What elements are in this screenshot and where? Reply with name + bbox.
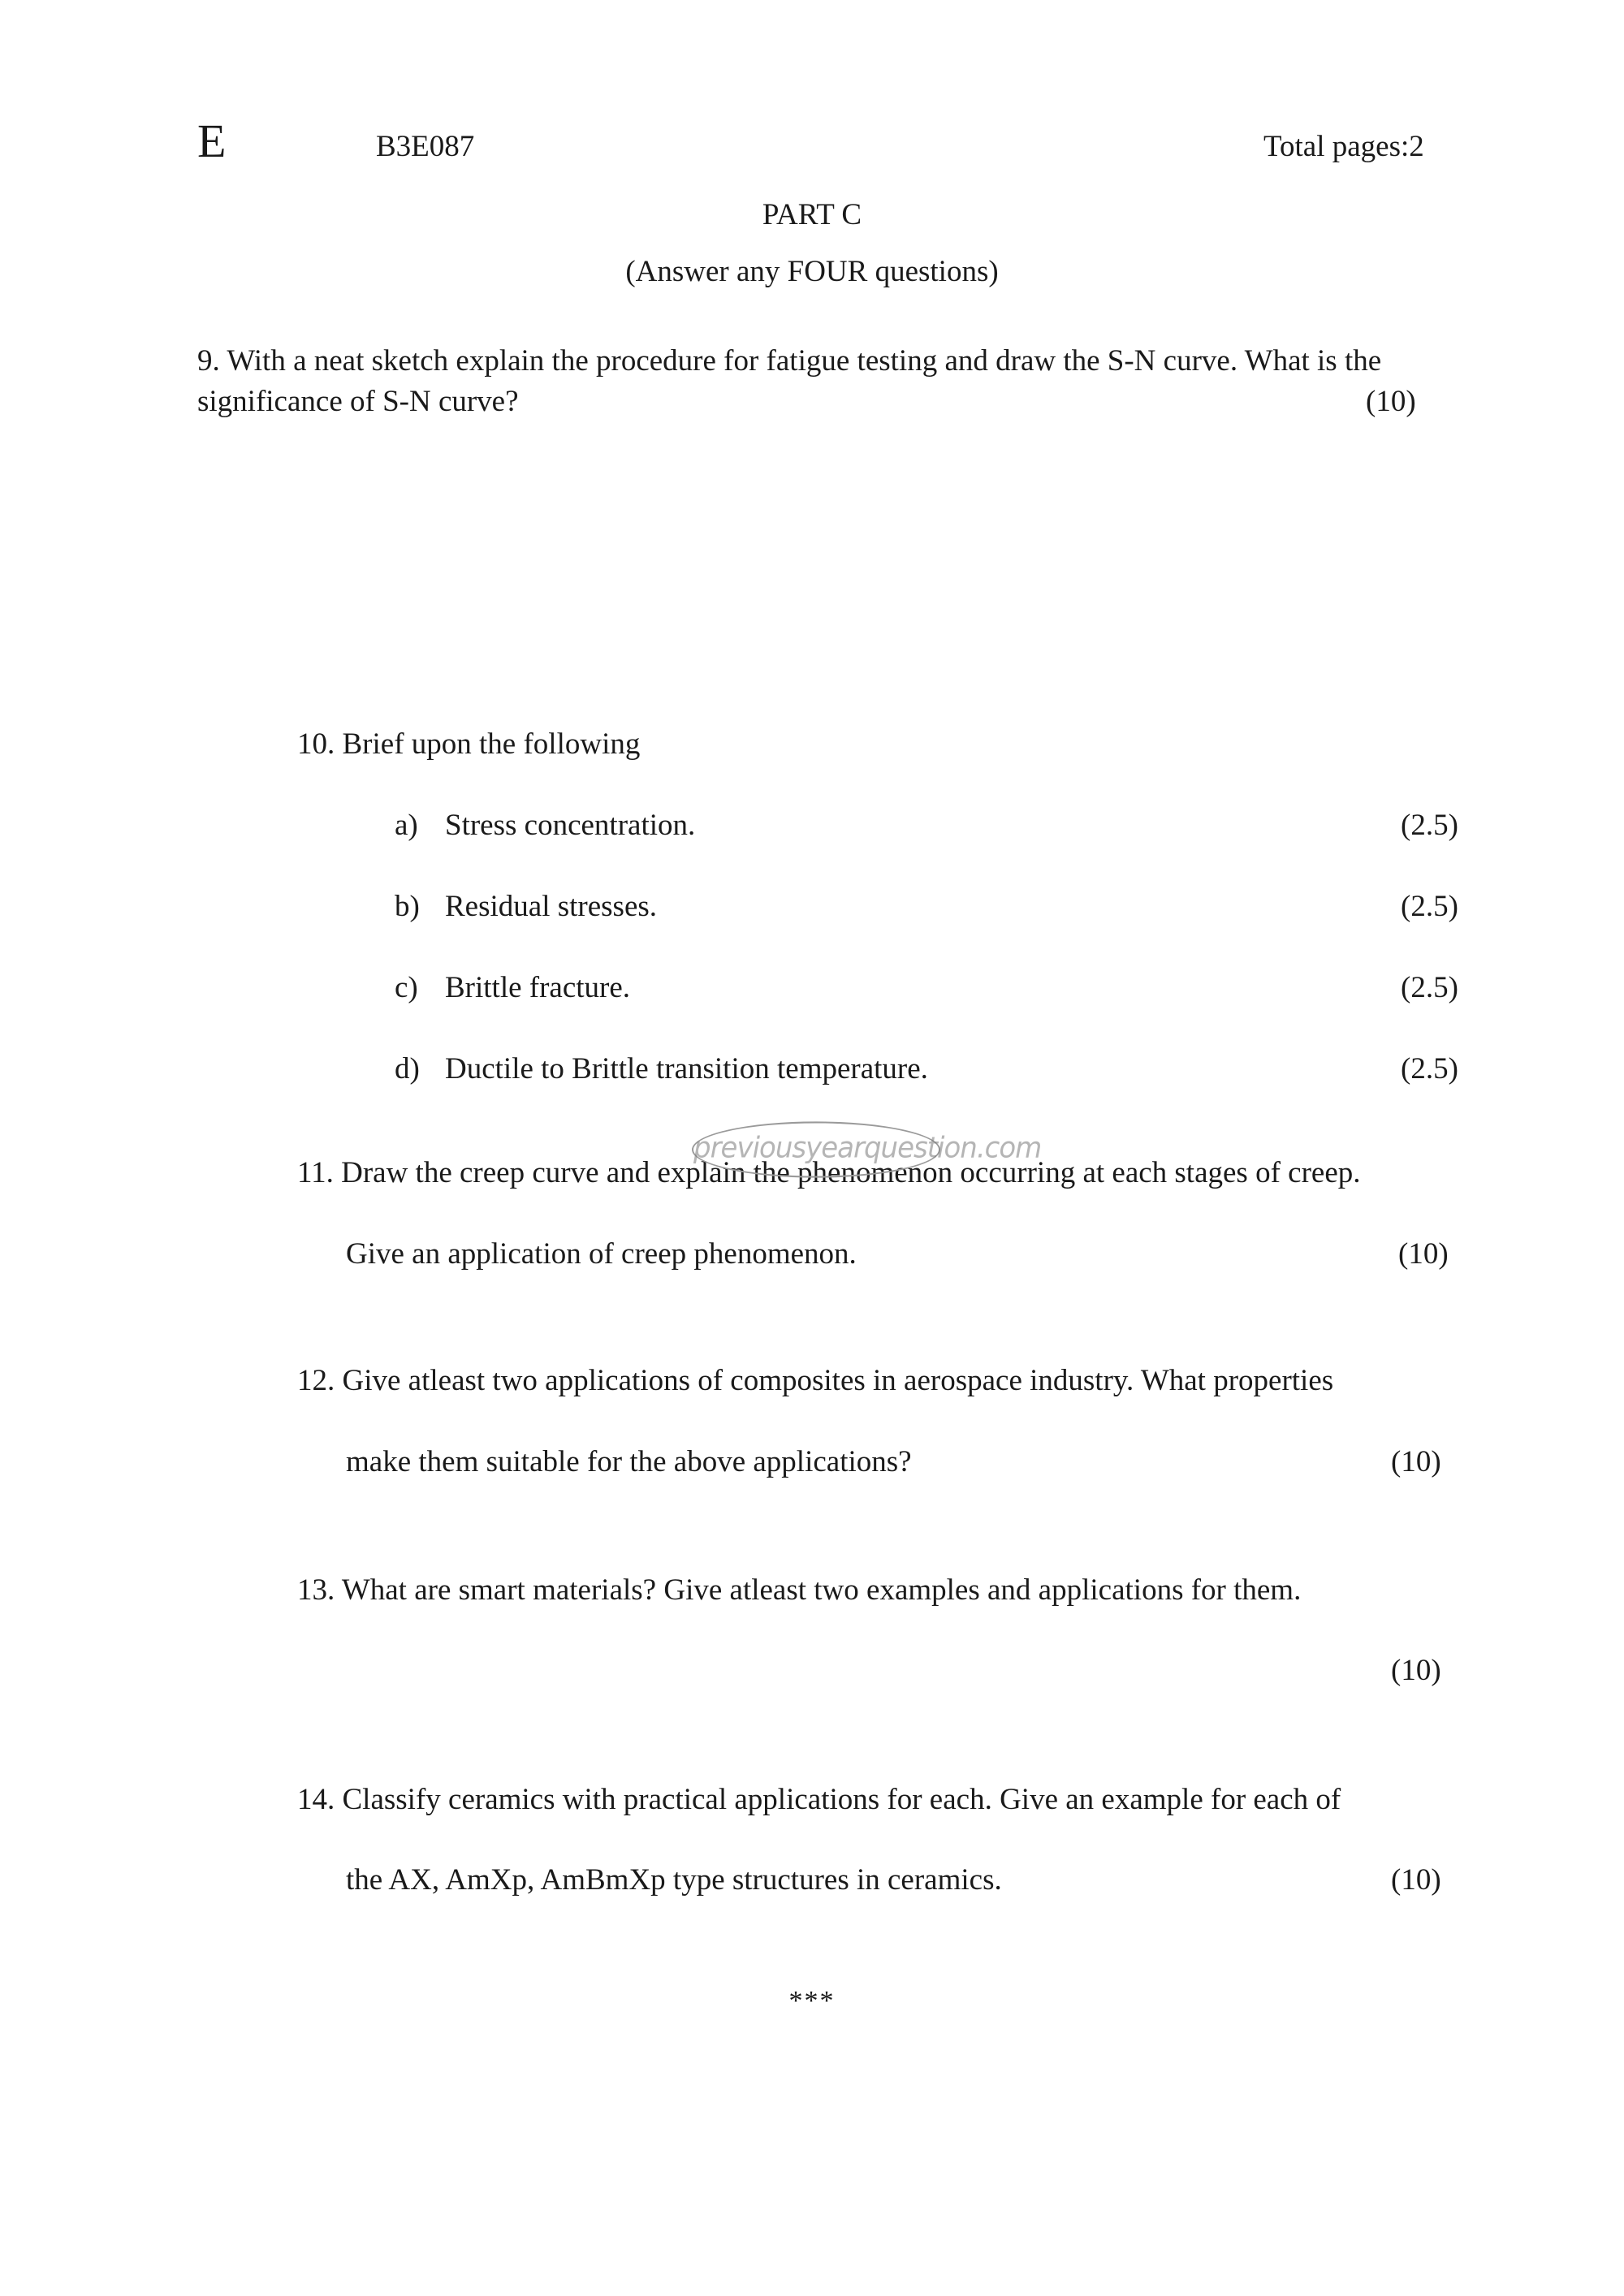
question-10d-text: Ductile to Brittle transition temperature. — [445, 1052, 928, 1085]
question-12-line-2: make them suitable for the above applications? — [346, 1445, 912, 1478]
watermark-stamp: previousyearquestion.com — [692, 1121, 940, 1177]
question-13-line-1: 13. What are smart materials? Give atleast two examples and applications for them. — [297, 1573, 1302, 1607]
question-11-line-1: 11. Draw the creep curve and explain the phenomenon occurring at each stages of creep. — [297, 1156, 1361, 1189]
question-10a-marks: (2.5) — [1401, 809, 1458, 842]
question-10b-label: b) — [395, 890, 420, 923]
question-10-stem: 10. Brief upon the following — [297, 727, 641, 761]
question-14-line-2: the AX, AmXp, AmBmXp type structures in ceramics. — [346, 1863, 1002, 1897]
question-12-line-1: 12. Give atleast two applications of composites in aerospace industry. What properties — [297, 1364, 1334, 1397]
question-10d-marks: (2.5) — [1401, 1052, 1458, 1085]
question-13-marks: (10) — [1391, 1654, 1441, 1687]
total-pages: Total pages:2 — [1263, 130, 1424, 163]
question-14-line-1: 14. Classify ceramics with practical applications for each. Give an example for each of — [297, 1783, 1341, 1816]
question-11-marks: (10) — [1398, 1237, 1449, 1271]
question-10c-marks: (2.5) — [1401, 971, 1458, 1004]
question-11-line-2: Give an application of creep phenomenon. — [346, 1237, 857, 1271]
question-14-marks: (10) — [1391, 1863, 1441, 1897]
set-letter: E — [197, 114, 227, 167]
part-title: PART C — [762, 198, 862, 231]
paper-code: B3E087 — [376, 130, 475, 163]
question-9-line-1: 9. With a neat sketch explain the procedure for fatigue testing and draw the S-N curve. What is the — [197, 344, 1382, 378]
end-marker: *** — [788, 1986, 836, 2016]
question-10d-label: d) — [395, 1052, 420, 1085]
question-10c-text: Brittle fracture. — [445, 971, 631, 1004]
question-10a-label: a) — [395, 809, 418, 842]
question-10a-text: Stress concentration. — [445, 809, 696, 842]
question-9-marks: (10) — [1366, 385, 1416, 418]
question-12-marks: (10) — [1391, 1445, 1441, 1478]
part-instruction: (Answer any FOUR questions) — [625, 255, 999, 288]
question-10c-label: c) — [395, 971, 418, 1004]
question-10b-marks: (2.5) — [1401, 890, 1458, 923]
question-10b-text: Residual stresses. — [445, 890, 658, 923]
question-9-line-2: significance of S-N curve? — [197, 385, 519, 418]
